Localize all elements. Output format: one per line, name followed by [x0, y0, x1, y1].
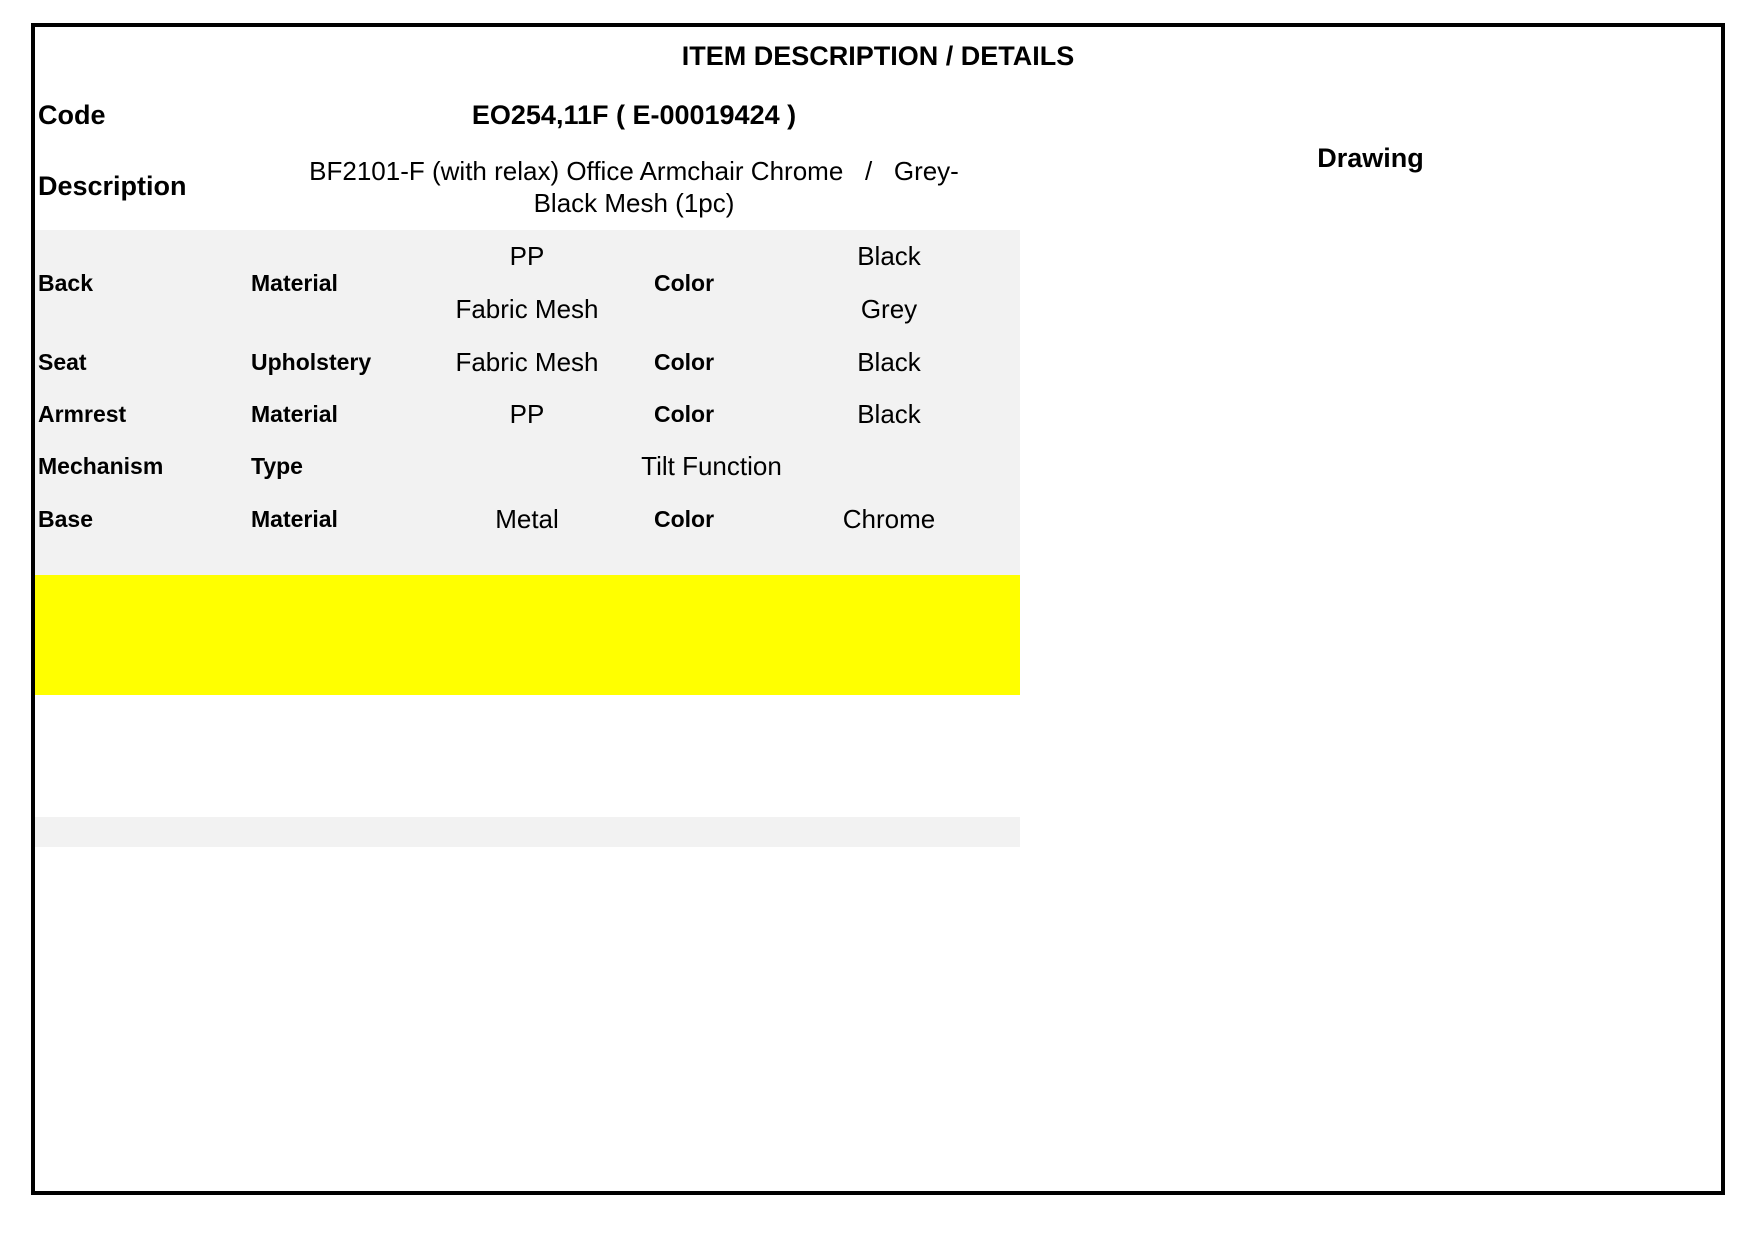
back-attr: Material	[251, 269, 338, 296]
seat-color-label: Color	[654, 348, 715, 375]
seat-attr: Upholstery	[251, 348, 372, 375]
drawing-label: Drawing	[1317, 142, 1424, 173]
back-color-2: Grey	[860, 294, 918, 325]
armrest-label: Armrest	[38, 400, 127, 427]
back-material-2: Fabric Mesh	[455, 294, 599, 325]
armrest-color: Black	[857, 398, 921, 429]
description-line-1: BF2101-F (with relax) Office Armchair Chrome / Grey-	[309, 155, 959, 186]
description-line-2: Black Mesh (1pc)	[533, 188, 735, 218]
sheet-title: ITEM DESCRIPTION / DETAILS	[681, 41, 1075, 72]
mechanism-attr: Type	[251, 453, 303, 480]
armrest-color-label: Color	[654, 400, 715, 427]
back-color-label: Color	[654, 269, 715, 296]
armrest-material: PP	[509, 398, 545, 429]
mechanism-label: Mechanism	[38, 453, 164, 480]
base-label: Base	[38, 505, 93, 532]
seat-color: Black	[857, 346, 921, 377]
spec-sheet-lower	[31, 23, 1725, 1195]
mechanism-type: Tilt Function	[641, 451, 782, 482]
seat-material: Fabric Mesh	[455, 346, 599, 377]
armrest-attr: Material	[251, 400, 338, 427]
base-attr: Material	[251, 505, 338, 532]
back-color-1: Black	[857, 241, 921, 272]
back-material-1: PP	[509, 241, 545, 272]
seat-label: Seat	[38, 348, 87, 375]
base-material: Metal	[495, 503, 559, 534]
base-color-label: Color	[654, 505, 715, 532]
code-label: Code	[38, 99, 106, 130]
code-value: EO254,11F ( E-00019424 )	[471, 99, 797, 130]
back-label: Back	[38, 269, 93, 296]
description-label: Description	[38, 171, 187, 202]
base-color: Chrome	[842, 503, 936, 534]
